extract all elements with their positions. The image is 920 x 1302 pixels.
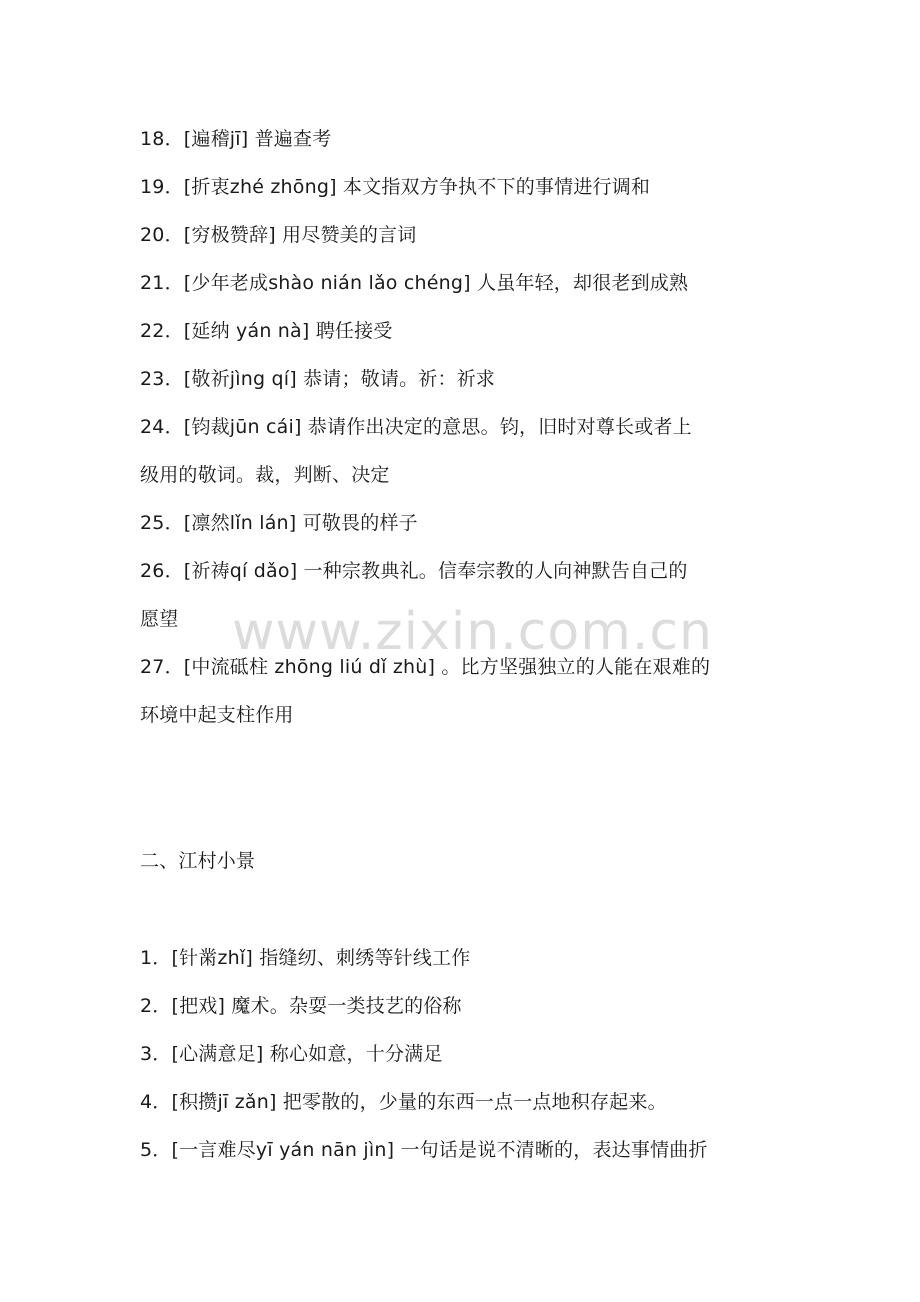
section-heading: 二、江村小景 bbox=[140, 850, 256, 872]
entry-20: 20．[穷极赞辞] 用尽赞美的言词 bbox=[140, 224, 417, 246]
entry-24-continued: 级用的敬词。裁，判断、决定 bbox=[140, 464, 390, 486]
entry-2: 2．[把戏] 魔术。杂耍一类技艺的俗称 bbox=[140, 995, 462, 1017]
entry-26-continued: 愿望 bbox=[140, 608, 179, 630]
watermark: www.zixin.com.cn bbox=[232, 602, 713, 662]
entry-5: 5．[一言难尽yī yán nān jìn] 一句话是说不清晰的，表达事情曲折 bbox=[140, 1139, 708, 1161]
entry-3: 3．[心满意足] 称心如意，十分满足 bbox=[140, 1043, 443, 1065]
entry-22: 22．[延纳 yán nà] 聘任接受 bbox=[140, 320, 393, 342]
entry-18: 18．[遍稽jī] 普遍查考 bbox=[140, 128, 332, 150]
entry-25: 25．[凛然lǐn lán] 可敬畏的样子 bbox=[140, 512, 418, 534]
entry-21: 21．[少年老成shào nián lǎo chéng] 人虽年轻，却很老到成熟 bbox=[140, 272, 689, 294]
entry-26: 26．[祈祷qí dǎo] 一种宗教典礼。信奉宗教的人向神默告自己的 bbox=[140, 560, 688, 582]
entry-23: 23．[敬祈jìng qí] 恭请；敬请。祈：祈求 bbox=[140, 368, 496, 390]
entry-1: 1．[针黹zhǐ] 指缝纫、刺绣等针线工作 bbox=[140, 947, 471, 969]
entry-19: 19．[折衷zhé zhōng] 本文指双方争执不下的事情进行调和 bbox=[140, 176, 651, 198]
entry-24: 24．[钧裁jūn cái] 恭请作出决定的意思。钧，旧时对尊长或者上 bbox=[140, 416, 692, 438]
entry-27-continued: 环境中起支柱作用 bbox=[140, 704, 294, 726]
entry-4: 4．[积攒jī zǎn] 把零散的，少量的东西一点一点地积存起来。 bbox=[140, 1091, 667, 1113]
entry-27: 27．[中流砥柱 zhōng liú dǐ zhù] 。比方坚强独立的人能在艰难的 bbox=[140, 656, 711, 678]
